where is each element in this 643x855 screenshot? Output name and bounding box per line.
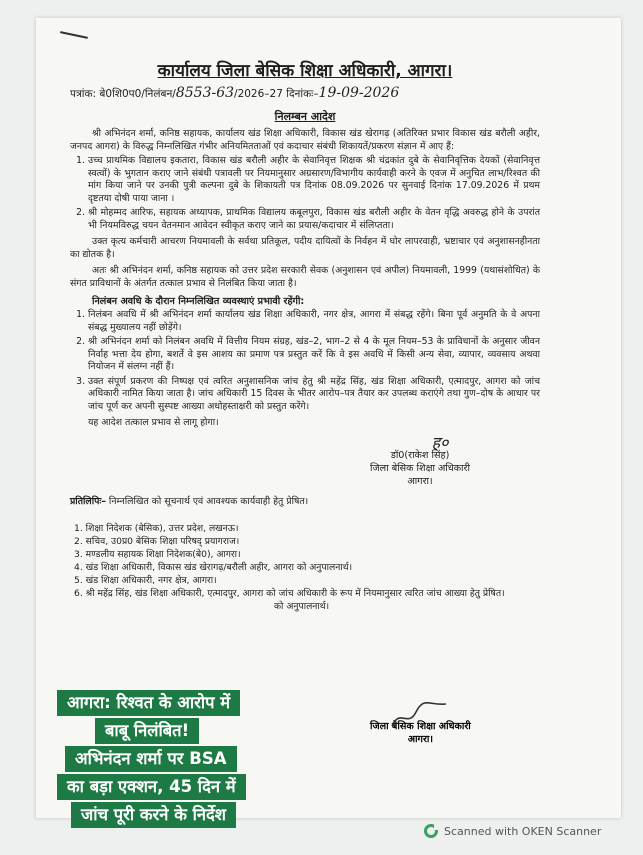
copy-item: 6. श्री महेंद्र सिंह, खंड शिक्षा अधिकारी, एत्मादपुर, आगरा को जांच अधिकारी के रूप में नियमानुसार त्वरित जांच आख्या हेतु प्रेषित। [74, 587, 505, 599]
signatory-designation: जिला बेसिक शिक्षा अधिकारी [370, 462, 470, 474]
effective-line: यह आदेश तत्काल प्रभाव से लागू होगा। [88, 417, 219, 428]
copy-item: 1. शिक्षा निदेशक (बेसिक), उत्तर प्रदेश, लखनऊ। [74, 522, 239, 534]
copy-item: 2. सचिव, उ0प्र0 बेसिक शिक्षा परिषद् प्रयागराज। [74, 535, 240, 547]
scanner-logo-icon [424, 824, 438, 838]
suspension-paragraph: अतः श्री अभिनंदन शर्मा, कनिष्ठ सहायक को उत्तर प्रदेश सरकारी सेवक (अनुशासन एवं अपील) नियमावली, 1999 (यथासंशोधित) के संगत प्राविधानों के अंतर्गत तत्काल प्रभाव से निलंबित किया जाता है। [70, 265, 540, 289]
order-heading: निलम्बन आदेश [274, 110, 336, 123]
suspension-order-document [70, 58, 540, 629]
copy-list [70, 523, 540, 613]
arrangement-item: 3. उक्त संपूर्ण प्रकरण की निष्पक्ष एवं त्वरित अनुशासनिक जांच हेतु श्री महेंद्र सिंह, खंड शिक्षा अधिकारी, एत्मादपुर, आगरा को जांच अधिकारी नामित किया जाता है। जांच अधिकारी 15 दिवस के भीतर आरोप–पत्र तैयार कर उपलब्ध कराएंगे तथा गुण–दोष के आधार पर जांच पूर्ण कर अपनी सुस्पष्ट आख्या अधोहस्ताक्षरी को प्रस्तुत करेंगे। [88, 376, 540, 414]
final-designation: जिला बेसिक शिक्षा अधिकारी [370, 721, 471, 732]
signature-scribble-icon [390, 702, 450, 732]
office-title: कार्यालय जिला बेसिक शिक्षा अधिकारी, आगरा। [157, 61, 453, 81]
copy-intro-text: निम्नलिखित को सूचनार्थ एवं आवश्यक कार्यवाही हेतु प्रेषित। [108, 495, 309, 507]
date-label: दिनांकः– [286, 88, 319, 100]
reference-line [70, 85, 540, 101]
complaints-list [70, 155, 540, 232]
reference-year: /2026–27 [234, 88, 283, 100]
signatory-name: डॉ0(राकेश सिंह) [390, 449, 450, 461]
signatory-place: आगरा। [407, 475, 433, 487]
headline-line: आगरा: रिश्वत के आरोप में [57, 690, 240, 716]
copy-intro [70, 494, 540, 507]
copy-item: 3. मण्डलीय सहायक शिक्षा निदेशक(बे0), आगरा। [74, 548, 241, 560]
headline-overlay [57, 690, 327, 855]
reference-number: 8553-63 [175, 85, 235, 101]
headline-line: का बड़ा एक्शन, 45 दिन में [57, 774, 246, 800]
conduct-paragraph: उक्त कृत्य कर्मचारी आचरण नियमावली के सर्वथा प्रतिकूल, पदीय दायित्वों के निर्वहन में घोर लापरवाही, भ्रष्टाचार एवं अनुशासनहीनता का द्योतक है। [70, 236, 540, 260]
scanner-watermark [424, 824, 601, 838]
scanner-text: Scanned with OKEN Scanner [444, 824, 602, 838]
headline-line: अभिनंदन शर्मा पर BSA [65, 746, 237, 772]
arrangement-item: 1. निलंबन अवधि में श्री अभिनंदन शर्मा कार्यालय खंड शिक्षा अधिकारी, नगर क्षेत्र, आगरा में संबद्ध रहेंगे। बिना पूर्व अनुमति के वे अपना संबद्ध मुख्यालय नहीं छोड़ेंगे। [88, 309, 540, 334]
signature-block [300, 432, 540, 488]
reference-prefix: पत्रांक: बे0शि0प0/निलंबन/ [70, 88, 176, 100]
reference-date: 19-09-2026 [318, 85, 400, 101]
arrangement-item: 2. श्री अभिनंदन शर्मा को निलंबन अवधि में वित्तीय नियम संग्रह, खंड–2, भाग–2 से 4 के मूल नियम–53 के प्राविधानों के अनुसार जीवन निर्वाह भत्ता देय होगा, बशर्ते वे इस आशय का प्रमाण पत्र प्रस्तुत करें कि वे इस अवधि में किसी अन्य सेवा, व्यापार, व्यवसाय अथवा नियोजन में संलग्न नहीं हैं। [88, 336, 540, 374]
complaint-item: 2. श्री मोहम्मद आरिफ, सहायक अध्यापक, प्राथमिक विद्यालय कबूलपुरा, विकास खंड बरौली अहीर के वेतन वृद्धि अवरुद्ध होने के उपरांत भी नियमविरुद्ध चयन वेतनमान आवेदन स्वीकृत कराए जाने का प्रयास/कदाचार में संलिप्तता। [88, 207, 540, 232]
copy-item: 4. खंड शिक्षा अधिकारी, विकास खंड खेरागढ़/बरौली अहीर, आगरा को अनुपालनार्थ। [74, 561, 353, 573]
final-place: आगरा। [407, 734, 434, 745]
arrangements-list [70, 309, 540, 413]
copy-item: को अनुपालनार्थ। [274, 600, 330, 612]
intro-paragraph: श्री अभिनंदन शर्मा, कनिष्ठ सहायक, कार्यालय खंड शिक्षा अधिकारी, विकास खंड खेरागढ़ (अतिरिक्त प्रभार विकास खंड बरौली अहीर, जनपद आगरा) के विरुद्ध निम्नलिखित गंभीर अनियमितताओं एवं कदाचार संबंधी शिकायतें/प्रकरण संज्ञान में आए हैं: [70, 128, 540, 152]
arrangements-heading: निलंबन अवधि के दौरान निम्नलिखित व्यवस्थाएं प्रभावी रहेंगी: [92, 296, 305, 307]
complaint-item: 1. उच्च प्राथमिक विद्यालय इकतारा, विकास खंड बरौली अहीर के सेवानिवृत्त शिक्षक श्री चंद्रकांत दुबे के सेवानिवृत्तिक देयकों (सेवानिवृत्त स्वत्वों) के भुगतान कराए जाने संबंधी पत्रावली पर नियमानुसार अग्रसारण/विभागीय कार्यवाही करने के एवज में अनुचित लाभ/रिश्वत की मांग किया जाने पर उनकी पुत्री कल्पना दुबे के शिकायती पत्र दिनांक 08.09.2026 पर सुनवाई दिनांक 17.09.2026 में प्रथम दृष्टतया दोषी पाया जाना । [88, 155, 540, 205]
headline-line: जांच पूरी करने के निर्देश [71, 802, 236, 828]
final-signature-block [370, 720, 471, 746]
headline-line: बाबू निलंबित! [95, 718, 199, 744]
copy-label: प्रतिलिपिः– [70, 495, 106, 507]
signature-scrawl: ह० [431, 432, 449, 452]
copy-item: 5. खंड शिक्षा अधिकारी, नगर क्षेत्र, आगरा। [74, 574, 217, 586]
